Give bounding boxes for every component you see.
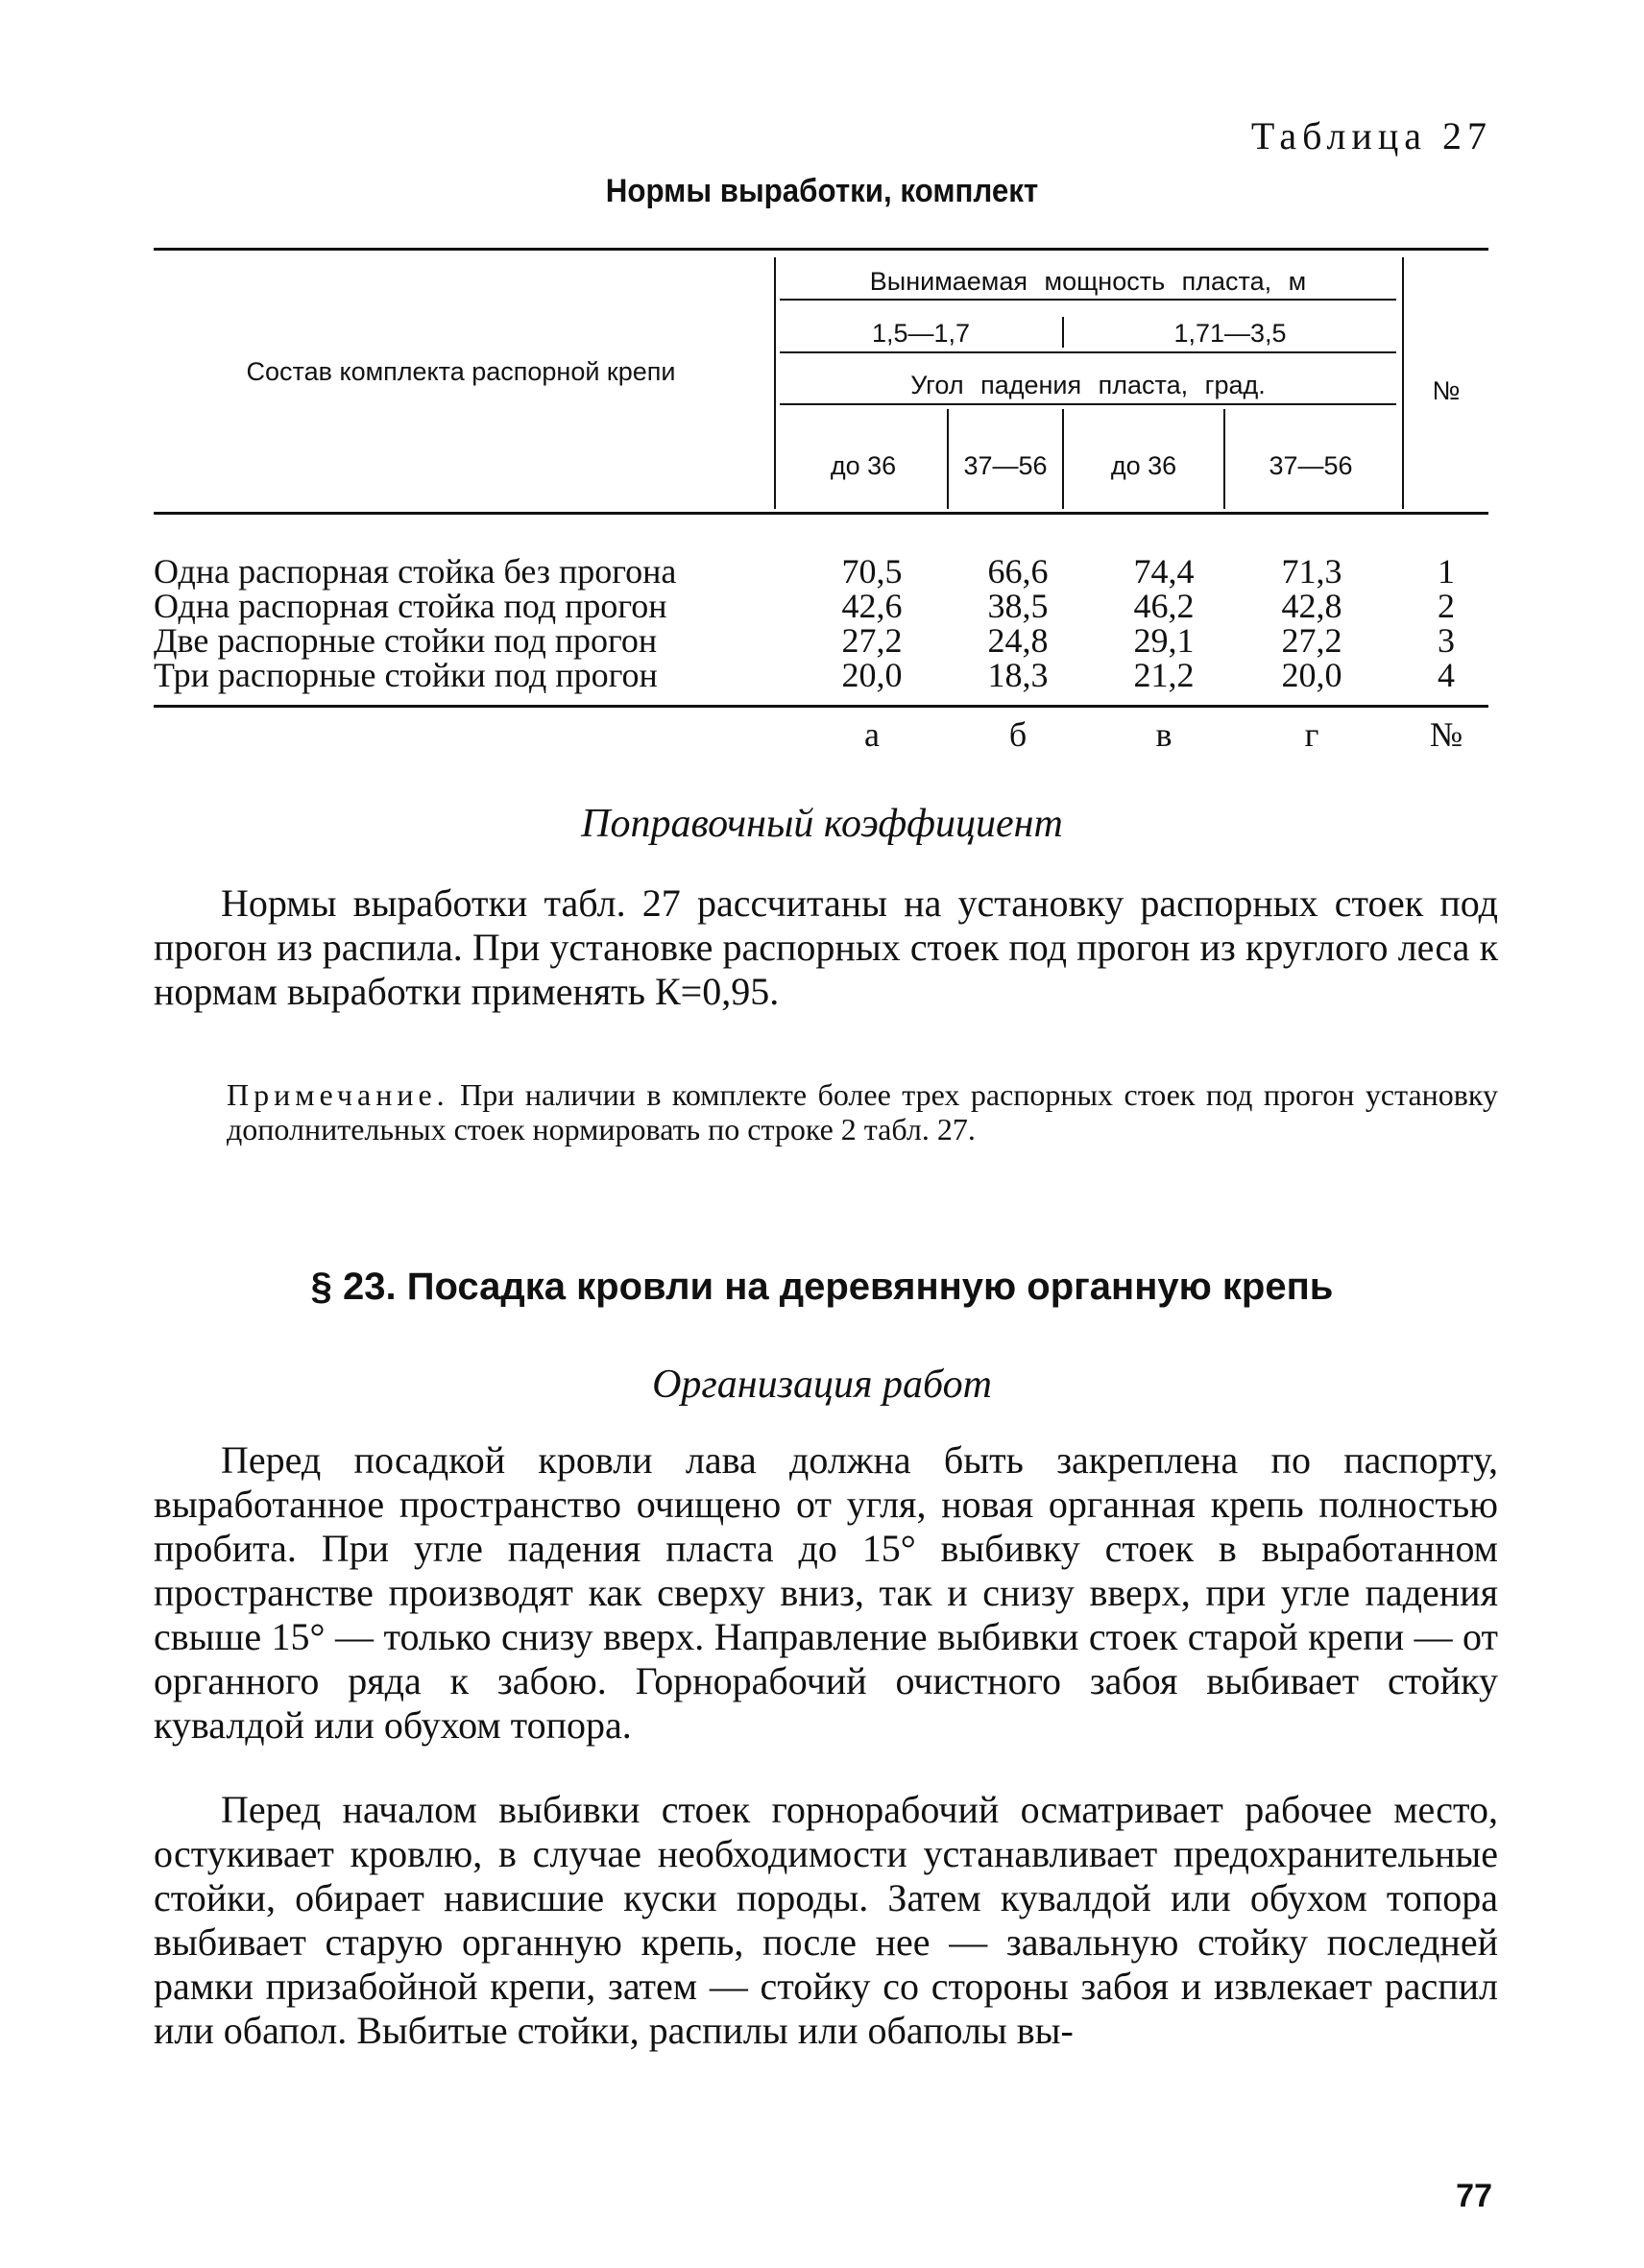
table-cell: 71,3 xyxy=(1281,552,1342,591)
col-header-thickness-1: 1,5—1,7 xyxy=(871,319,971,348)
row-number: 3 xyxy=(1438,621,1455,660)
table-cell: 21,2 xyxy=(1133,656,1195,694)
note-text: При наличии в комплекте более трех распорных стоек под прогон установку дополнительных стоек нормировать по строке 2 табл. 27. xyxy=(227,1077,1499,1146)
table-cell: 20,0 xyxy=(1281,656,1342,694)
row-number: 2 xyxy=(1438,587,1455,625)
table-cell: 74,4 xyxy=(1133,552,1195,591)
col-header-angle: Угол падения пласта, град. xyxy=(910,371,1266,399)
col-header-thickness-2: 1,71—3,5 xyxy=(1173,319,1287,348)
col-header-num: № xyxy=(1432,376,1461,405)
page-number: 77 xyxy=(1456,2178,1492,2214)
angle-underline xyxy=(780,403,1396,405)
row-name: Три распорные стойки под прогон xyxy=(154,656,658,694)
col-header-angle-4: 37—56 xyxy=(1269,451,1353,480)
section-paragraph-1: Перед посадкой кровли лава должна быть закреплена по паспорту, выработанное пространство очищено от угля, новая органная крепь полностью пробита. При угле падения пласта до 15° выбивку стоек в выработанном пространстве производят как сверху вниз, так и снизу вверх, при угле падения свыше 15° — только снизу вверх. Направление выбивки стоек старой крепи — от органного ряда к забою. Горнорабочий очистного забоя выбивает стойку кувалдой или обухом топора. xyxy=(154,1438,1498,1747)
col-header-composition: Состав комплекта распорной крепи xyxy=(246,357,676,386)
col-header-angle-2: 37—56 xyxy=(963,451,1048,480)
note-label: Примечание. xyxy=(227,1077,449,1112)
table-cell: 46,2 xyxy=(1133,587,1195,625)
correction-note xyxy=(227,1077,1498,1146)
col-header-angle-3: до 36 xyxy=(1110,451,1177,480)
column-letter: б xyxy=(1008,715,1028,754)
table-cell: 20,0 xyxy=(841,656,903,694)
section-title: § 23. Посадка кровли на деревянную органную крепь xyxy=(310,1266,1334,1308)
row-name: Одна распорная стойка без прогона xyxy=(154,552,677,591)
col-header-angle-1: до 36 xyxy=(830,451,897,480)
col-header-thickness: Вынимаемая мощность пласта, м xyxy=(869,267,1307,296)
column-letter: г xyxy=(1304,715,1319,754)
column-letter: в xyxy=(1155,715,1173,754)
table-cell: 70,5 xyxy=(841,552,903,591)
table-cell: 24,8 xyxy=(987,621,1049,660)
table-cell: 66,6 xyxy=(987,552,1049,591)
table-cell: 27,2 xyxy=(1281,621,1342,660)
row-name: Две распорные стойки под прогон xyxy=(154,621,658,660)
table-body-bottom-rule xyxy=(154,705,1488,708)
column-letter-num: № xyxy=(1429,715,1463,754)
table-divider-main xyxy=(774,257,776,509)
table-cell: 18,3 xyxy=(987,656,1049,694)
correction-heading: Поправочный коэффициент xyxy=(581,802,1063,846)
section-subheading: Организация работ xyxy=(652,1363,992,1407)
table-cell: 29,1 xyxy=(1133,621,1195,660)
thickness-underline xyxy=(780,299,1396,301)
table-cell: 27,2 xyxy=(841,621,903,660)
table-title: Нормы выработки, комплект xyxy=(605,173,1039,209)
column-letter: а xyxy=(864,715,880,754)
table-cell: 42,8 xyxy=(1281,587,1342,625)
section-paragraph-2: Перед началом выбивки стоек горнорабочий осматривает рабочее место, остукивает кровлю, в случае необходимости устанавливает предохранительные стойки, обирает нависшие куски породы. Затем кувалдой или обухом топора выбивает старую органную крепь, после нее — завальную стойку последней рамки призабойной крепи, затем — стойку со стороны забоя и извлекает распил или обапол. Выбитые стойки, распилы или обаполы вы- xyxy=(154,1788,1498,2052)
row-number: 1 xyxy=(1438,552,1455,591)
table-header-bottom-rule xyxy=(154,512,1488,515)
row-number: 4 xyxy=(1438,656,1455,694)
table-label: Таблица 27 xyxy=(1250,114,1492,157)
thickness-split-underline xyxy=(780,351,1396,353)
table-cell: 42,6 xyxy=(841,587,903,625)
row-name: Одна распорная стойка под прогон xyxy=(154,587,667,625)
table-top-rule xyxy=(154,248,1488,251)
table-cell: 38,5 xyxy=(987,587,1049,625)
correction-paragraph: Нормы выработки табл. 27 рассчитаны на установку распорных стоек под прогон из распила. При установке распорных стоек под прогон из круглого леса к нормам выработки применять К=0,95. xyxy=(154,881,1498,1013)
